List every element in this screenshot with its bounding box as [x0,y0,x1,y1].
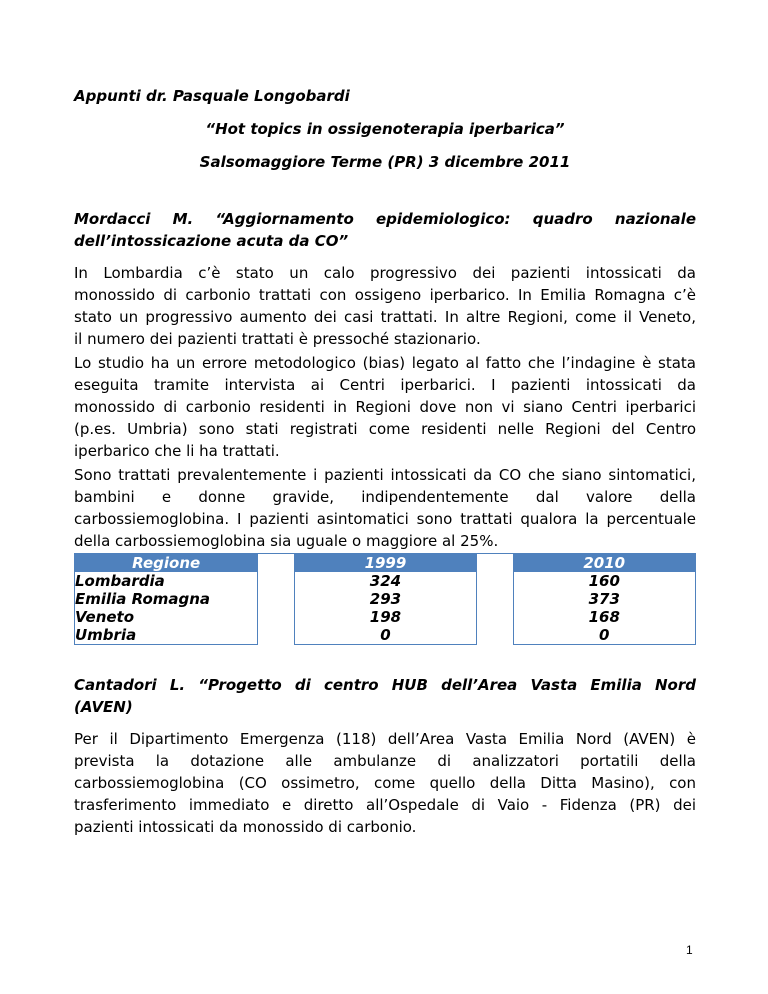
table-row [75,572,696,590]
table-cell-2010: 0 [513,626,696,645]
event-location-date: Salsomaggiore Terme (PR) 3 dicembre 2011 [199,153,571,171]
section1-paragraph-2 [74,352,696,462]
table-cell-1999: 198 [294,608,476,626]
text-line: il numero dei pazienti trattati è pressoché stazionario. [74,330,481,348]
table-header-1999: 1999 [294,554,476,573]
table-cell-1999: 324 [294,572,476,590]
table-gap [477,554,513,573]
section2-paragraph-1 [74,728,696,838]
text-line: In Lombardia c’è stato un calo progressivo dei pazienti intossicati da [74,264,696,282]
table-gap [258,554,294,573]
text-line: stato un progressivo aumento dei casi trattati. In altre Regioni, come il Veneto, [74,308,696,326]
table-cell-region: Veneto [75,608,258,626]
table-cell-1999: 0 [294,626,476,645]
text-line: prevista la dotazione alle ambulanze di analizzatori portatili della [74,752,696,770]
table-cell-2010: 373 [513,590,696,608]
section2-heading-line2: (AVEN) [74,698,133,716]
regions-table [74,553,696,645]
text-line: iperbarico che li ha trattati. [74,442,280,460]
section1-paragraph-3 [74,464,696,552]
text-line: della carbossiemoglobina sia uguale o maggiore al 25%. [74,532,499,550]
section1-heading-line2: dell’intossicazione acuta da CO” [74,232,349,250]
author-line: Appunti dr. Pasquale Longobardi [74,87,350,105]
table-cell-region: Umbria [75,626,258,645]
table-cell-region: Lombardia [75,572,258,590]
table-cell-1999: 293 [294,590,476,608]
table-header-row [75,554,696,573]
section2-heading-line1: Cantadori L. “Progetto di centro HUB dell’Area Vasta Emilia Nord [74,676,696,694]
text-line: (p.es. Umbria) sono stati registrati come residenti nelle Regioni del Centro [74,420,696,438]
table-header-2010: 2010 [513,554,696,573]
text-line: monossido di carbonio residenti in Regioni dove non vi siano Centri iperbarici [74,398,696,416]
table-cell-2010: 168 [513,608,696,626]
page-number: 1 [686,943,693,957]
text-line: pazienti intossicati da monossido di carbonio. [74,818,417,836]
table-cell-region: Emilia Romagna [75,590,258,608]
text-line: Lo studio ha un errore metodologico (bias) legato al fatto che l’indagine è stata [74,354,696,372]
section1-paragraph-1 [74,262,696,350]
text-line: carbossiemoglobina. I pazienti asintomatici sono trattati qualora la percentuale [74,510,696,528]
event-title: “Hot topics in ossigenoterapia iperbarica” [205,120,565,138]
section1-heading-line1: Mordacci M. “Aggiornamento epidemiologico: quadro nazionale [74,210,696,228]
text-line: Per il Dipartimento Emergenza (118) dell’Area Vasta Emilia Nord (AVEN) è [74,730,696,748]
text-line: eseguita tramite intervista ai Centri iperbarici. I pazienti intossicati da [74,376,696,394]
text-line: Sono trattati prevalentemente i pazienti intossicati da CO che siano sintomatici, [74,466,696,484]
text-line: carbossiemoglobina (CO ossimetro, come quello della Ditta Masino), con [74,774,696,792]
text-line: monossido di carbonio trattati con ossigeno iperbarico. In Emilia Romagna c’è [74,286,696,304]
table-row [75,590,696,608]
table-row [75,626,696,645]
table-row [75,608,696,626]
text-line: trasferimento immediato e diretto all’Ospedale di Vaio - Fidenza (PR) dei [74,796,696,814]
text-line: bambini e donne gravide, indipendentemente dal valore della [74,488,696,506]
table-header-regione: Regione [75,554,258,573]
table-cell-2010: 160 [513,572,696,590]
